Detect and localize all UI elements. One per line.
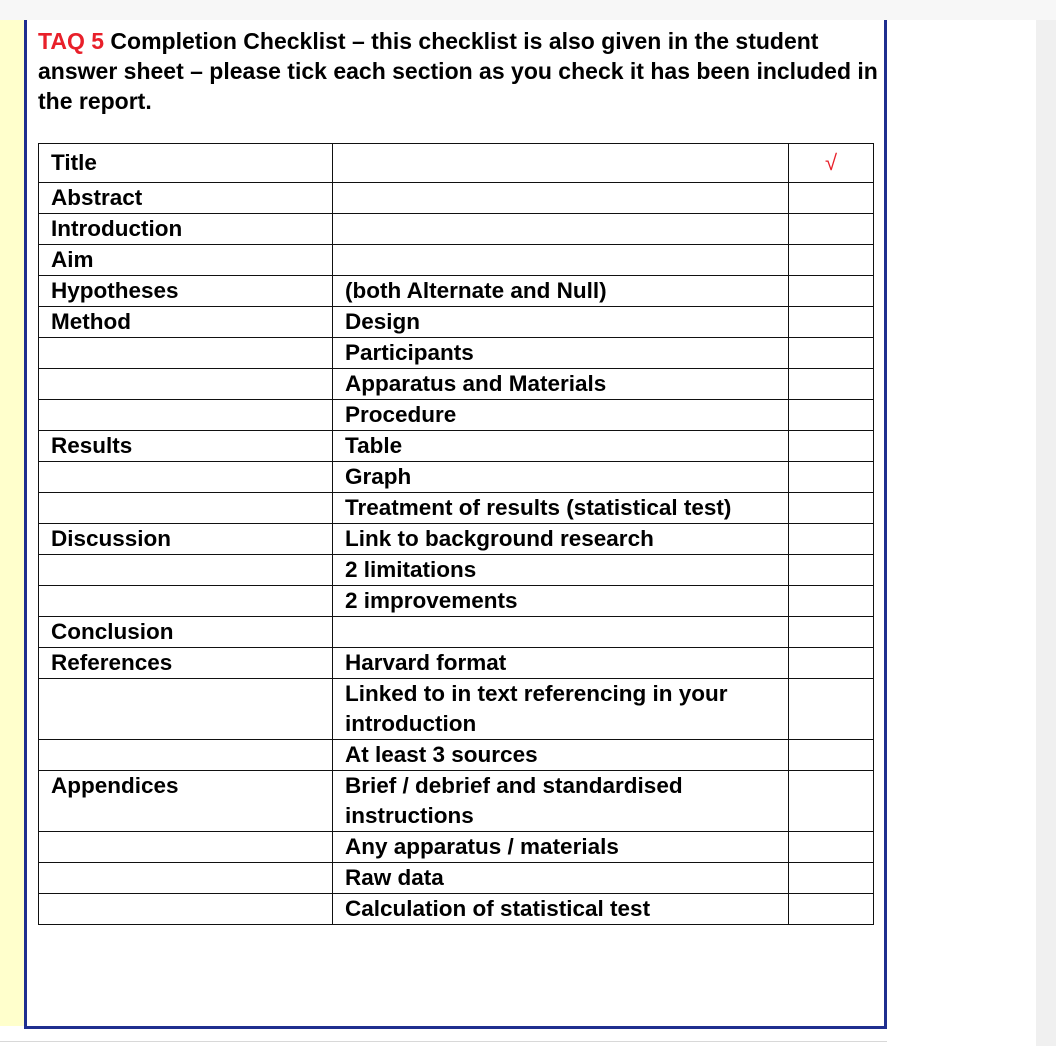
left-margin [0, 20, 27, 1026]
item-cell: At least 3 sources [333, 740, 789, 771]
section-cell [39, 555, 333, 586]
tick-box[interactable]: √ [789, 144, 874, 183]
table-row [39, 740, 874, 771]
section-cell: Results [39, 431, 333, 462]
section-cell: Abstract [39, 183, 333, 214]
table-row [39, 863, 874, 894]
tick-box[interactable] [789, 214, 874, 245]
tick-box[interactable] [789, 863, 874, 894]
tick-box[interactable] [789, 524, 874, 555]
table-row [39, 338, 874, 369]
item-cell: Link to background research [333, 524, 789, 555]
item-cell: (both Alternate and Null) [333, 276, 789, 307]
table-row [39, 276, 874, 307]
tick-box[interactable] [789, 307, 874, 338]
table-row [39, 493, 874, 524]
section-cell [39, 894, 333, 925]
item-cell [333, 245, 789, 276]
top-strip [0, 0, 1056, 20]
section-cell: Method [39, 307, 333, 338]
section-cell [39, 740, 333, 771]
tick-box[interactable] [789, 648, 874, 679]
section-cell [39, 679, 333, 740]
section-cell: Hypotheses [39, 276, 333, 307]
title-text: Completion Checklist – this checklist is also given in the student answer sheet – please tick each section as you check it has been included in the report. [38, 28, 878, 114]
section-cell: Discussion [39, 524, 333, 555]
item-cell [333, 617, 789, 648]
item-cell: Calculation of statistical test [333, 894, 789, 925]
section-cell [39, 832, 333, 863]
table-row [39, 144, 874, 183]
tick-box[interactable] [789, 617, 874, 648]
item-cell: Brief / debrief and standardised instructions [333, 771, 789, 832]
section-cell [39, 400, 333, 431]
section-cell: Appendices [39, 771, 333, 832]
section-cell [39, 338, 333, 369]
item-cell [333, 214, 789, 245]
table-row [39, 431, 874, 462]
tick-box[interactable] [789, 679, 874, 740]
section-cell [39, 493, 333, 524]
page-border-bottom [24, 1026, 887, 1029]
page-title [38, 26, 878, 116]
table-row [39, 245, 874, 276]
section-cell: Introduction [39, 214, 333, 245]
section-cell: Conclusion [39, 617, 333, 648]
item-cell [333, 183, 789, 214]
table-row [39, 369, 874, 400]
tick-box[interactable] [789, 894, 874, 925]
table-row [39, 832, 874, 863]
tick-box[interactable] [789, 832, 874, 863]
table-row [39, 400, 874, 431]
item-cell: Table [333, 431, 789, 462]
item-cell: 2 improvements [333, 586, 789, 617]
item-cell: Apparatus and Materials [333, 369, 789, 400]
table-row [39, 648, 874, 679]
item-cell [333, 144, 789, 183]
tick-box[interactable] [789, 740, 874, 771]
section-cell [39, 863, 333, 894]
table-row [39, 679, 874, 740]
tick-box[interactable] [789, 586, 874, 617]
table-row [39, 307, 874, 338]
item-cell: Graph [333, 462, 789, 493]
completion-checklist-table [38, 143, 874, 925]
tick-box[interactable] [789, 462, 874, 493]
item-cell: Raw data [333, 863, 789, 894]
section-cell: Aim [39, 245, 333, 276]
scrollbar-track[interactable] [1036, 20, 1056, 1046]
table-row [39, 771, 874, 832]
table-row [39, 617, 874, 648]
table-row [39, 555, 874, 586]
table-row [39, 524, 874, 555]
taq-label: TAQ 5 [38, 28, 105, 54]
tick-box[interactable] [789, 400, 874, 431]
section-cell [39, 369, 333, 400]
tick-box[interactable] [789, 183, 874, 214]
section-cell [39, 586, 333, 617]
section-cell: Title [39, 144, 333, 183]
item-cell: Participants [333, 338, 789, 369]
checklist-body [39, 144, 874, 925]
item-cell: Design [333, 307, 789, 338]
section-cell: References [39, 648, 333, 679]
tick-box[interactable] [789, 245, 874, 276]
tick-box[interactable] [789, 338, 874, 369]
divider [0, 1041, 887, 1042]
item-cell: Procedure [333, 400, 789, 431]
table-row [39, 462, 874, 493]
section-cell [39, 462, 333, 493]
tick-box[interactable] [789, 493, 874, 524]
item-cell: Harvard format [333, 648, 789, 679]
item-cell: Any apparatus / materials [333, 832, 789, 863]
table-row [39, 586, 874, 617]
item-cell: Linked to in text referencing in your introduction [333, 679, 789, 740]
item-cell: 2 limitations [333, 555, 789, 586]
page-border-right [884, 20, 887, 1028]
tick-box[interactable] [789, 555, 874, 586]
tick-box[interactable] [789, 369, 874, 400]
tick-box[interactable] [789, 771, 874, 832]
table-row [39, 183, 874, 214]
table-row [39, 894, 874, 925]
item-cell: Treatment of results (statistical test) [333, 493, 789, 524]
tick-box[interactable] [789, 431, 874, 462]
tick-box[interactable] [789, 276, 874, 307]
table-row [39, 214, 874, 245]
